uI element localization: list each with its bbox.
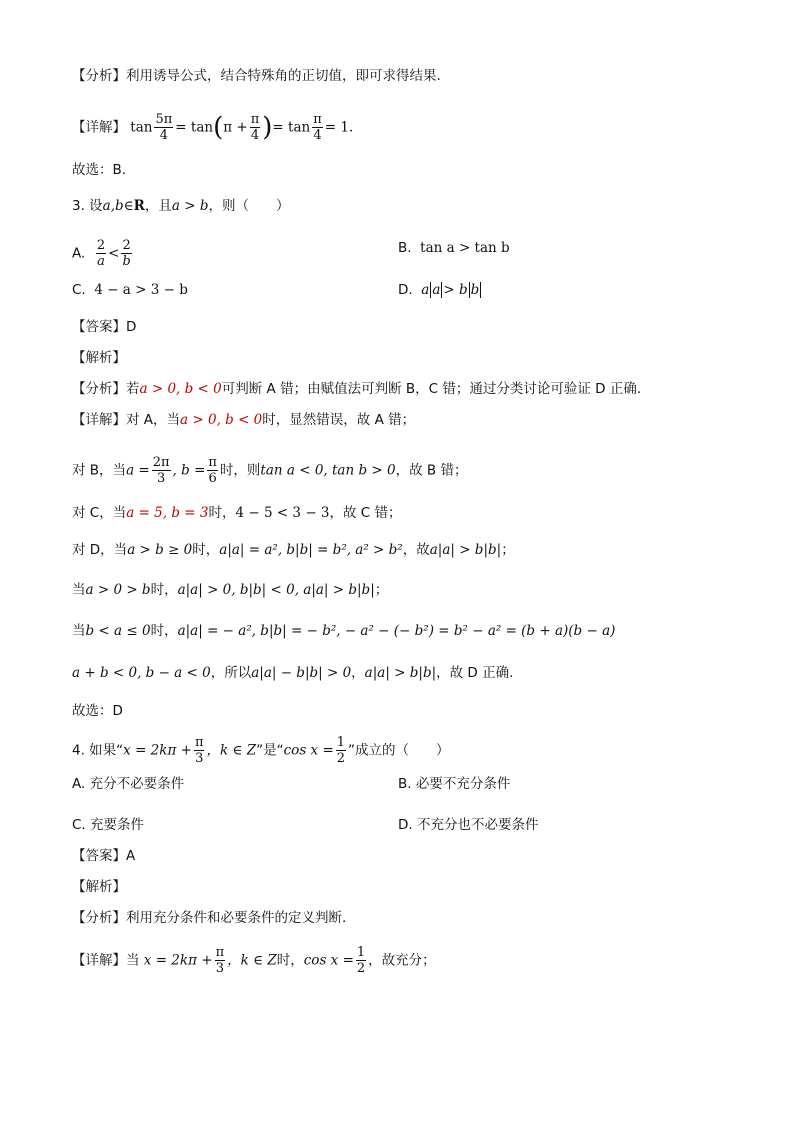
fraction xyxy=(154,112,173,143)
expr: cos x = xyxy=(283,742,334,759)
option-expr: > b xyxy=(443,282,468,298)
answer-tag: 【答案】 xyxy=(72,319,126,335)
condition: a = 5, b = 3 xyxy=(126,505,209,521)
option-label: A. xyxy=(72,776,86,792)
fraction xyxy=(194,735,205,766)
stem-vars: a,b xyxy=(102,198,124,214)
option-text: 充要条件 xyxy=(90,817,145,833)
expr: a = xyxy=(126,462,150,479)
fraction xyxy=(356,945,366,976)
analysis-text: 若 xyxy=(126,381,140,397)
detail-text: 时， xyxy=(150,582,178,598)
condition: b < a ≤ 0 xyxy=(85,623,151,639)
condition: a > 0, b < 0 xyxy=(139,381,222,397)
analysis-text: 可判断 A 错；由赋值法可判断 B，C 错；通过分类讨论可验证 D 正确. xyxy=(221,381,642,397)
analysis-text: 利用充分条件和必要条件的定义判断. xyxy=(126,910,347,926)
analysis-tag: 【分析】 xyxy=(72,381,126,397)
condition: a > 0, b < 0 xyxy=(180,412,263,428)
denominator: 3 xyxy=(195,751,204,766)
option-label: A. xyxy=(72,245,86,262)
fraction xyxy=(96,238,106,269)
abs-bar xyxy=(480,282,481,298)
detail-text: ，故充分； xyxy=(368,952,436,969)
stem-text: ”是“ xyxy=(256,742,284,759)
equation-part: = tan xyxy=(175,119,214,136)
option-label: D. xyxy=(398,282,413,298)
option-text: 充分不必要条件 xyxy=(89,776,185,792)
expr: a|a| > b|b| xyxy=(429,542,502,558)
option-text: 必要不充分条件 xyxy=(415,776,511,792)
q4-analysis xyxy=(72,908,346,928)
detail-tag: 【详解】 xyxy=(72,952,126,969)
detail-text: ，所以 xyxy=(210,665,252,681)
tan-text: tan xyxy=(130,119,153,136)
numerator: 2 xyxy=(96,238,106,253)
fraction xyxy=(215,945,226,976)
detail-text: 时， xyxy=(150,623,178,639)
expr: , b = xyxy=(172,462,206,479)
q3-detail-c xyxy=(72,503,402,523)
detail-text: ，故 D 正确. xyxy=(436,665,514,681)
q2-detail-line xyxy=(72,112,353,143)
detail-text: ， xyxy=(351,665,365,681)
detail-text: 时， xyxy=(276,952,304,969)
stem-R: R xyxy=(133,198,145,214)
equation-part: = tan xyxy=(272,119,311,136)
numerator: 5π xyxy=(155,112,173,127)
expr: a|a| > 0, b|b| < 0, a|a| > b|b| xyxy=(177,582,375,598)
denominator: 2 xyxy=(356,961,366,976)
option-label: C. xyxy=(72,282,86,298)
expr: 4 − 5 < 3 − 3 xyxy=(235,505,330,521)
detail-text: ； xyxy=(501,542,515,558)
q4-answer xyxy=(72,846,135,866)
q3-option-b xyxy=(398,238,510,258)
option-text: 不充分也不必要条件 xyxy=(416,817,539,833)
expr: tan a < 0, tan b > 0 xyxy=(260,462,396,479)
stem-in: ∈ xyxy=(123,198,134,214)
detail-text: 对 D，当 xyxy=(72,542,128,558)
option-label: B. xyxy=(398,776,412,792)
detail-tag: 【详解】 xyxy=(72,412,126,428)
q3-option-d xyxy=(398,280,482,300)
option-label: D. xyxy=(398,817,413,833)
option-expr: tan a > tan b xyxy=(420,240,510,256)
expr: x = 2kπ + xyxy=(143,952,213,969)
var-a: a xyxy=(432,282,441,298)
denominator: 2 xyxy=(336,751,346,766)
q3-jiexi: 【解析】 xyxy=(72,350,126,366)
q4-option-d xyxy=(398,815,538,835)
expr: a + b < 0, b − a < 0 xyxy=(72,665,211,681)
numerator: π xyxy=(215,945,225,960)
detail-text: 时， xyxy=(208,505,236,521)
numerator: π xyxy=(250,112,260,127)
q3-detail-b xyxy=(72,455,467,486)
condition: a > b ≥ 0 xyxy=(127,542,193,558)
fraction xyxy=(312,112,323,143)
option-label: B. xyxy=(398,240,412,256)
analysis-tag: 【分析】 xyxy=(72,910,126,926)
q3-answer xyxy=(72,317,136,337)
q4-stem xyxy=(72,735,450,766)
answer-value: D xyxy=(126,319,137,335)
detail-text: ，故 B 错； xyxy=(395,462,468,479)
expr: x = 2kπ + xyxy=(123,742,192,759)
numerator: π xyxy=(313,112,322,127)
detail-text: 当 xyxy=(72,582,86,598)
detail-text: 时，则 xyxy=(219,462,261,479)
numerator: 2π xyxy=(152,455,170,470)
detail-text: 当 xyxy=(126,952,140,969)
denominator: 4 xyxy=(250,128,260,143)
q4-detail xyxy=(72,945,436,976)
detail-text: 时，显然错误，故 A 错； xyxy=(262,412,416,428)
detail-text: 对 C，当 xyxy=(72,505,127,521)
less-than: < xyxy=(108,245,120,262)
paren-close: ) xyxy=(262,112,273,143)
paren-open: ( xyxy=(213,112,224,143)
stem-text: 4. 如果“ xyxy=(72,742,124,759)
denominator: a xyxy=(97,254,105,269)
numerator: π xyxy=(208,455,217,470)
q3-option-a xyxy=(72,238,134,269)
analysis-text: 利用诱导公式，结合特殊角的正切值，即可求得结果. xyxy=(126,68,441,84)
q2-choose: 故选：B. xyxy=(72,162,127,178)
q3-detail-d3 xyxy=(72,621,615,641)
q3-choose: 故选：D xyxy=(72,703,123,719)
expr: a|a| = a², b|b| = b², a² > b² xyxy=(219,542,403,558)
q2-analysis-line xyxy=(72,66,441,86)
expr: ，k ∈ Z xyxy=(206,742,257,759)
equation-part: π + xyxy=(223,119,248,136)
stem-suffix: ，则（ ） xyxy=(208,198,290,214)
expr: a|a| − b|b| > 0 xyxy=(251,665,352,681)
stem-text: ”成立的（ ） xyxy=(348,742,450,759)
detail-text: 时， xyxy=(192,542,220,558)
denominator: 3 xyxy=(215,961,224,976)
stem-prefix: 3. 设 xyxy=(72,198,103,214)
equation-part: = 1. xyxy=(324,119,354,136)
analysis-tag: 【分析】 xyxy=(72,68,126,84)
detail-tag: 【详解】 xyxy=(72,119,126,136)
numerator: π xyxy=(194,735,204,750)
q3-stem xyxy=(72,196,289,216)
q3-detail-d2 xyxy=(72,580,388,600)
denominator: 3 xyxy=(156,471,166,486)
detail-text: ，故 C 错； xyxy=(329,505,402,521)
numerator: 2 xyxy=(122,238,131,253)
fraction xyxy=(250,112,261,143)
q4-option-b xyxy=(398,774,510,794)
detail-text: ； xyxy=(374,582,389,598)
denominator: 4 xyxy=(159,128,169,143)
var-a: a xyxy=(421,282,430,298)
q4-jiexi: 【解析】 xyxy=(72,879,126,895)
abs-bar xyxy=(469,282,470,298)
detail-text: 当 xyxy=(72,623,86,639)
q3-analysis xyxy=(72,379,641,399)
answer-tag: 【答案】 xyxy=(72,848,126,864)
var-b: b xyxy=(470,282,480,298)
detail-text: ，故 xyxy=(402,542,430,558)
option-label: C. xyxy=(72,817,86,833)
numerator: 1 xyxy=(336,735,346,750)
numerator: 1 xyxy=(356,945,366,960)
q3-option-c xyxy=(72,280,188,300)
q4-option-a xyxy=(72,774,184,794)
detail-text: 对 B，当 xyxy=(72,462,127,479)
detail-text: 对 A，当 xyxy=(126,412,181,428)
stem-mid: ，且 xyxy=(144,198,172,214)
fraction xyxy=(121,238,131,269)
option-expr: 4 − a > 3 − b xyxy=(94,282,188,298)
denominator: b xyxy=(122,254,131,269)
q3-detail-d4 xyxy=(72,663,513,683)
q3-detail-a xyxy=(72,410,415,430)
expr: a|a| = − a², b|b| = − b², − a² − (− b²) = b² − a² = (b + a)(b − a) xyxy=(177,623,616,639)
denominator: 4 xyxy=(313,128,322,143)
q4-option-c xyxy=(72,815,144,835)
q3-detail-d1 xyxy=(72,540,515,560)
expr: a|a| > b|b| xyxy=(364,665,437,681)
expr: ，k ∈ Z xyxy=(227,952,277,969)
fraction xyxy=(152,455,171,486)
condition: a > 0 > b xyxy=(85,582,151,598)
expr: cos x = xyxy=(303,952,354,969)
stem-cond: a > b xyxy=(171,198,209,214)
fraction xyxy=(336,735,346,766)
answer-value: A xyxy=(126,848,136,864)
denominator: 6 xyxy=(208,471,217,486)
fraction xyxy=(207,455,218,486)
